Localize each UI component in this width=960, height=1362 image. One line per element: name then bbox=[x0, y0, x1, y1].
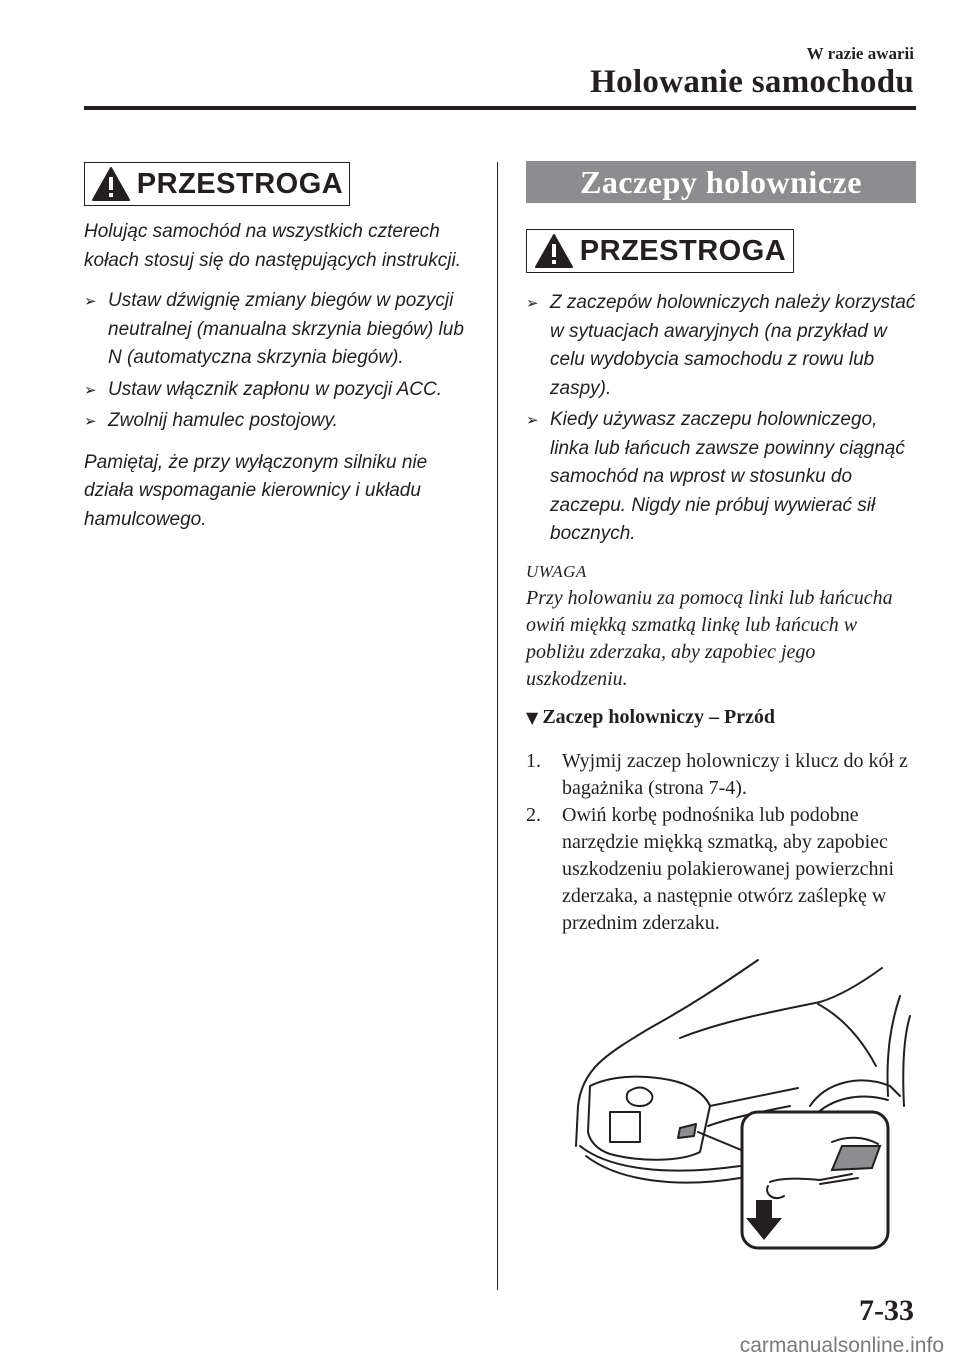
list-item: 1. Wyjmij zaczep holowniczy i klucz do kół z bagażnika (strona 7-4). bbox=[526, 750, 908, 799]
caution-list-left bbox=[84, 287, 474, 436]
left-column bbox=[84, 218, 474, 534]
caution-list-right bbox=[526, 289, 918, 549]
list-item: ➢ Z zaczepów holowniczych należy korzystać w sytuacjach awaryjnych (na przykład w celu wydobycia samochodu z rowu lub zaspy). bbox=[526, 289, 918, 403]
list-item: ➢ Ustaw włącznik zapłonu w pozycji ACC. bbox=[84, 376, 474, 405]
note-block bbox=[526, 558, 918, 693]
arrow-bullet-icon: ➢ bbox=[84, 380, 97, 399]
warning-icon bbox=[91, 166, 131, 202]
caution-box-right bbox=[526, 229, 794, 273]
header-rule bbox=[84, 106, 916, 110]
car-front-tow-hook-illustration bbox=[570, 956, 916, 1252]
watermark-text: carmanualsonline.info bbox=[739, 1334, 944, 1357]
page-number: 7-33 bbox=[859, 1294, 914, 1327]
list-item: ➢ Ustaw dźwignię zmiany biegów w pozycji neutralnej (manualna skrzynia biegów) lub N (automatyczna skrzynia biegów). bbox=[84, 287, 474, 373]
column-divider bbox=[497, 162, 498, 1290]
subheading: ▼ Zaczep holowniczy – Przód bbox=[526, 706, 776, 728]
section-title: Holowanie samochodu bbox=[590, 64, 914, 100]
arrow-bullet-icon: ➢ bbox=[526, 411, 539, 429]
caution-label: PRZESTROGA bbox=[136, 167, 344, 200]
section-banner: Zaczepy holownicze bbox=[526, 161, 916, 203]
closing-text: Pamiętaj, że przy wyłączonym silniku nie działa wspomaganie kierownicy i układu hamulcowego. bbox=[84, 451, 428, 530]
note-title: UWAGA bbox=[526, 562, 587, 581]
arrow-bullet-icon: ➢ bbox=[84, 292, 97, 310]
note-body: Przy holowaniu za pomocą linki lub łańcucha owiń miękką szmatką linkę lub łańcuch w pobliżu zderzaka, aby zapobiec jego uszkodzeniu. bbox=[526, 587, 893, 690]
arrow-bullet-icon: ➢ bbox=[84, 412, 97, 430]
arrow-bullet-icon: ➢ bbox=[526, 294, 539, 312]
list-item: 2. Owiń korbę podnośnika lub podobne narzędzie miękką szmatką, aby zapobiec uszkodzeniu polakierowanej powierzchni zderzaka, a następnie otwórz zaślepkę w przednim zderzaku. bbox=[526, 804, 895, 934]
chapter-title: W razie awarii bbox=[806, 44, 914, 63]
caution-box-left bbox=[84, 162, 350, 206]
list-item: ➢ Kiedy używasz zaczepu holowniczego, linka lub łańcuch zawsze powinny ciągnąć samochód na wprost w stosunku do zaczepu. Nigdy nie próbuj wywierać sił bocznych. bbox=[526, 406, 918, 549]
intro-text: Holując samochód na wszystkich czterech kołach stosuj się do następujących instrukcji. bbox=[84, 221, 462, 271]
caution-label: PRZESTROGA bbox=[579, 234, 787, 267]
warning-icon bbox=[534, 233, 574, 269]
list-item: ➢ Zwolnij hamulec postojowy. bbox=[84, 407, 474, 436]
triangle-down-icon: ▼ bbox=[526, 708, 539, 727]
steps-list bbox=[526, 748, 918, 937]
